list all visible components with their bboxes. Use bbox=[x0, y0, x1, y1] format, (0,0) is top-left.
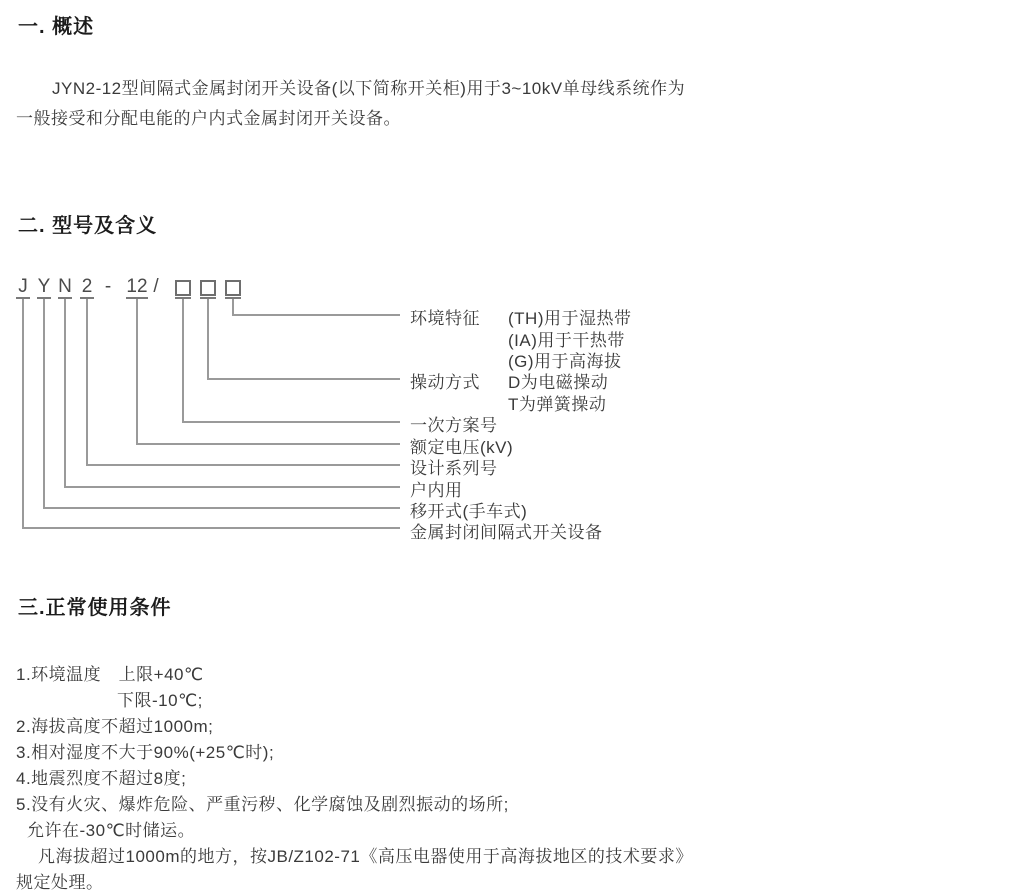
code-char-j: J bbox=[16, 276, 30, 299]
label-indoor: 户内用 bbox=[410, 481, 463, 500]
connector-line bbox=[207, 378, 400, 380]
placeholder-box-icon bbox=[200, 280, 216, 296]
connector-line bbox=[182, 299, 184, 423]
connector-line bbox=[64, 299, 66, 488]
model-designation-diagram bbox=[0, 276, 1015, 556]
code-box-3 bbox=[225, 276, 241, 299]
section1-heading: 一. 概述 bbox=[18, 16, 95, 38]
connector-line bbox=[232, 314, 400, 316]
connector-line bbox=[22, 299, 24, 529]
overview-paragraph-line2: 一般接受和分配电能的户内式金属封闭开关设备。 bbox=[16, 109, 401, 128]
label-scheme: 一次方案号 bbox=[410, 416, 498, 435]
label-op-term: 操动方式 bbox=[410, 373, 480, 392]
label-metal: 金属封闭间隔式开关设备 bbox=[410, 523, 603, 542]
code-box-2 bbox=[200, 276, 216, 299]
label-op-value-d: D为电磁操动 bbox=[508, 373, 609, 392]
placeholder-box-icon bbox=[175, 280, 191, 296]
code-char-n: N bbox=[58, 276, 72, 297]
section2-heading: 二. 型号及含义 bbox=[18, 215, 158, 237]
label-env-value-g: (G)用于高海拔 bbox=[508, 352, 622, 371]
label-env-value-th: (TH)用于湿热带 bbox=[508, 309, 632, 328]
label-voltage: 额定电压(kV) bbox=[410, 438, 514, 457]
label-env-value-ia: (IA)用于干热带 bbox=[508, 331, 625, 350]
condition-item-3: 3.相对湿度不大于90%(+25℃时); bbox=[16, 743, 275, 762]
condition-note-2: 凡海拔超过1000m的地方，按JB/Z102-71《高压电器使用于高海拔地区的技术要求》 bbox=[38, 847, 693, 866]
placeholder-box-icon bbox=[225, 280, 241, 296]
connector-line bbox=[64, 486, 400, 488]
connector-line bbox=[207, 299, 209, 380]
code-char-2: 2 bbox=[81, 276, 93, 297]
connector-line bbox=[86, 464, 400, 466]
connector-line bbox=[136, 443, 400, 445]
code-char-y: Y bbox=[37, 276, 51, 297]
code-slash: / bbox=[153, 276, 159, 297]
connector-line bbox=[136, 299, 138, 445]
condition-item-4: 4.地震烈度不超过8度; bbox=[16, 769, 187, 788]
connector-line bbox=[43, 299, 45, 509]
connector-line bbox=[182, 421, 400, 423]
section3-heading: 三.正常使用条件 bbox=[18, 597, 172, 619]
connector-line bbox=[22, 527, 400, 529]
condition-item-1a: 1.环境温度 上限+40℃ bbox=[16, 665, 204, 684]
label-series: 设计系列号 bbox=[410, 459, 498, 478]
code-dash: - bbox=[104, 276, 112, 297]
label-withdrawable: 移开式(手车式) bbox=[410, 502, 528, 521]
label-env-term: 环境特征 bbox=[410, 309, 480, 328]
connector-line bbox=[86, 299, 88, 466]
condition-item-2: 2.海拔高度不超过1000m; bbox=[16, 717, 214, 736]
overview-paragraph-line1: JYN2-12型间隔式金属封闭开关设备(以下简称开关柜)用于3~10kV单母线系统作为 bbox=[52, 79, 686, 98]
condition-note-1: 允许在-30℃时储运。 bbox=[27, 821, 196, 840]
code-char-12: 12 bbox=[126, 276, 148, 297]
label-op-value-t: T为弹簧操动 bbox=[508, 395, 607, 414]
connector-line bbox=[43, 507, 400, 509]
condition-note-3: 规定处理。 bbox=[16, 873, 104, 892]
code-box-1 bbox=[175, 276, 191, 299]
condition-item-1b: 下限-10℃; bbox=[117, 691, 203, 710]
condition-item-5: 5.没有火灾、爆炸危险、严重污秽、化学腐蚀及剧烈振动的场所; bbox=[16, 795, 509, 814]
